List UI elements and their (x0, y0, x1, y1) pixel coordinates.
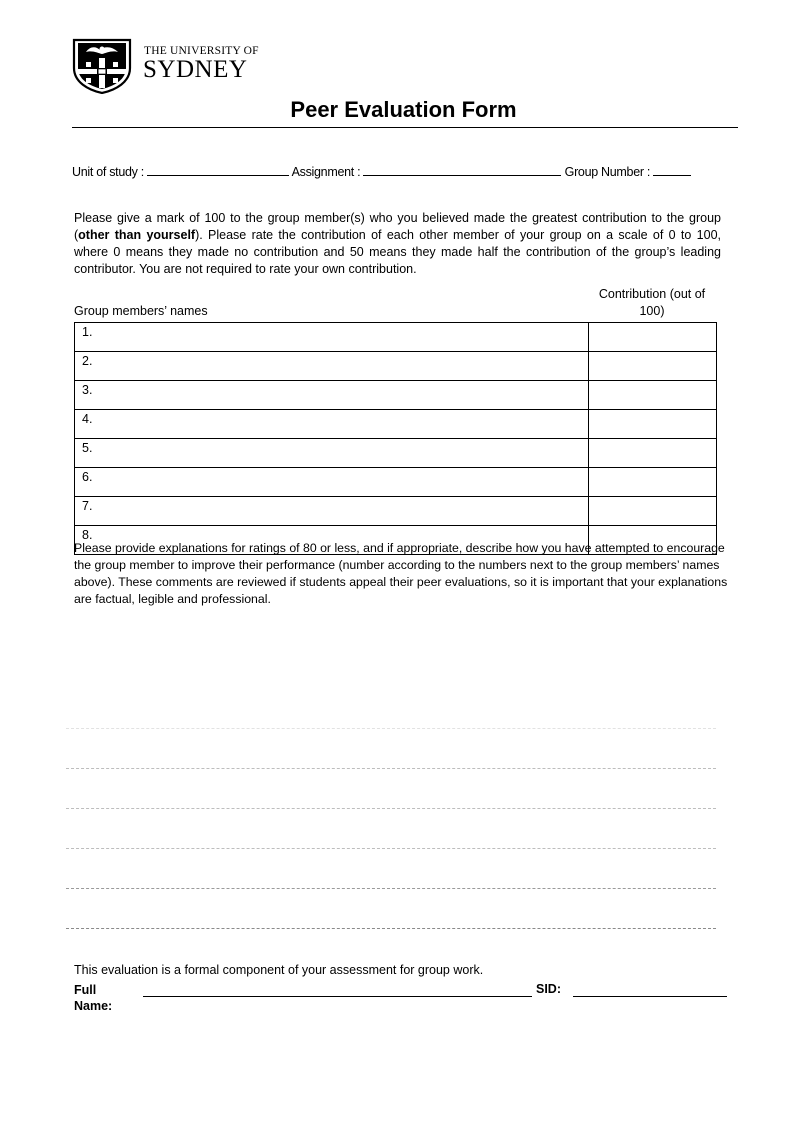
contribution-cell[interactable] (589, 381, 717, 410)
instructions-paragraph (74, 210, 721, 278)
comment-line[interactable] (66, 888, 716, 889)
contribution-cell[interactable] (589, 410, 717, 439)
page-title: Peer Evaluation Form (290, 97, 517, 122)
unit-field[interactable] (147, 163, 289, 176)
table-row (75, 410, 717, 439)
group-number-field[interactable] (653, 163, 691, 176)
comment-line[interactable] (66, 768, 716, 769)
instructions-bold: other than yourself (78, 228, 196, 242)
assignment-label: Assignment : (291, 165, 361, 179)
comment-line[interactable] (66, 728, 716, 729)
logo-line-2: SYDNEY (143, 56, 248, 83)
title-divider (72, 127, 738, 128)
table-row (75, 497, 717, 526)
contribution-cell[interactable] (589, 497, 717, 526)
member-name-cell[interactable]: 6. (75, 468, 589, 497)
full-name-label: Full Name: (74, 983, 113, 1013)
sid-field[interactable] (573, 996, 727, 997)
contribution-cell[interactable] (589, 323, 717, 352)
assignment-field[interactable] (363, 163, 561, 176)
comment-line[interactable] (66, 928, 716, 929)
member-name-cell[interactable]: 4. (75, 410, 589, 439)
assessment-note: This evaluation is a formal component of your assessment for group work. (74, 963, 484, 977)
member-name-cell[interactable]: 5. (75, 439, 589, 468)
member-name-cell[interactable]: 3. (75, 381, 589, 410)
table-row (75, 439, 717, 468)
logo-line-1: THE UNIVERSITY OF (144, 45, 259, 57)
comment-line[interactable] (66, 848, 716, 849)
member-name-cell[interactable]: 8. (75, 526, 589, 555)
contribution-cell[interactable] (589, 439, 717, 468)
instructions-part1: Please give a mark of 100 to the group member(s) who you believed made the greatest contribution to the group ( (74, 211, 721, 242)
table-row (75, 323, 717, 352)
explanation-paragraph: Please provide explanations for ratings of 80 or less, and if appropriate, describe how you have attempted to encourage the group member to improve their performance (number according to the numbers next to the group members’ names above). These comments are reviewed if students appeal their peer evaluations, so it is important that your explanations are factual, legible and professional. (74, 541, 728, 606)
group-number-label: Group Number : (564, 165, 651, 179)
university-logo (72, 38, 262, 94)
unit-label: Unit of study : (72, 165, 144, 179)
members-table (74, 322, 717, 555)
member-name-cell[interactable]: 7. (75, 497, 589, 526)
member-name-cell[interactable]: 1. (75, 323, 589, 352)
unit-info-row (72, 163, 691, 179)
university-crest-icon (72, 38, 132, 94)
names-column-header: Group members’ names (74, 304, 208, 318)
instructions-part2: ). Please rate the contribution of each other member of your group on a scale of 0 to 100, where 0 means they made no contribution and 50 means they made half the contribution of the group’s leading contributor. You are not required to rate your own contribution. (74, 228, 721, 276)
sid-label: SID: (536, 982, 561, 996)
contribution-column-header: Contribution (out of 100) (598, 287, 706, 318)
comment-line[interactable] (66, 808, 716, 809)
contribution-cell[interactable] (589, 352, 717, 381)
table-row (75, 468, 717, 497)
member-name-cell[interactable]: 2. (75, 352, 589, 381)
table-row (75, 352, 717, 381)
contribution-cell[interactable] (589, 468, 717, 497)
table-row (75, 381, 717, 410)
full-name-field[interactable] (143, 996, 532, 997)
